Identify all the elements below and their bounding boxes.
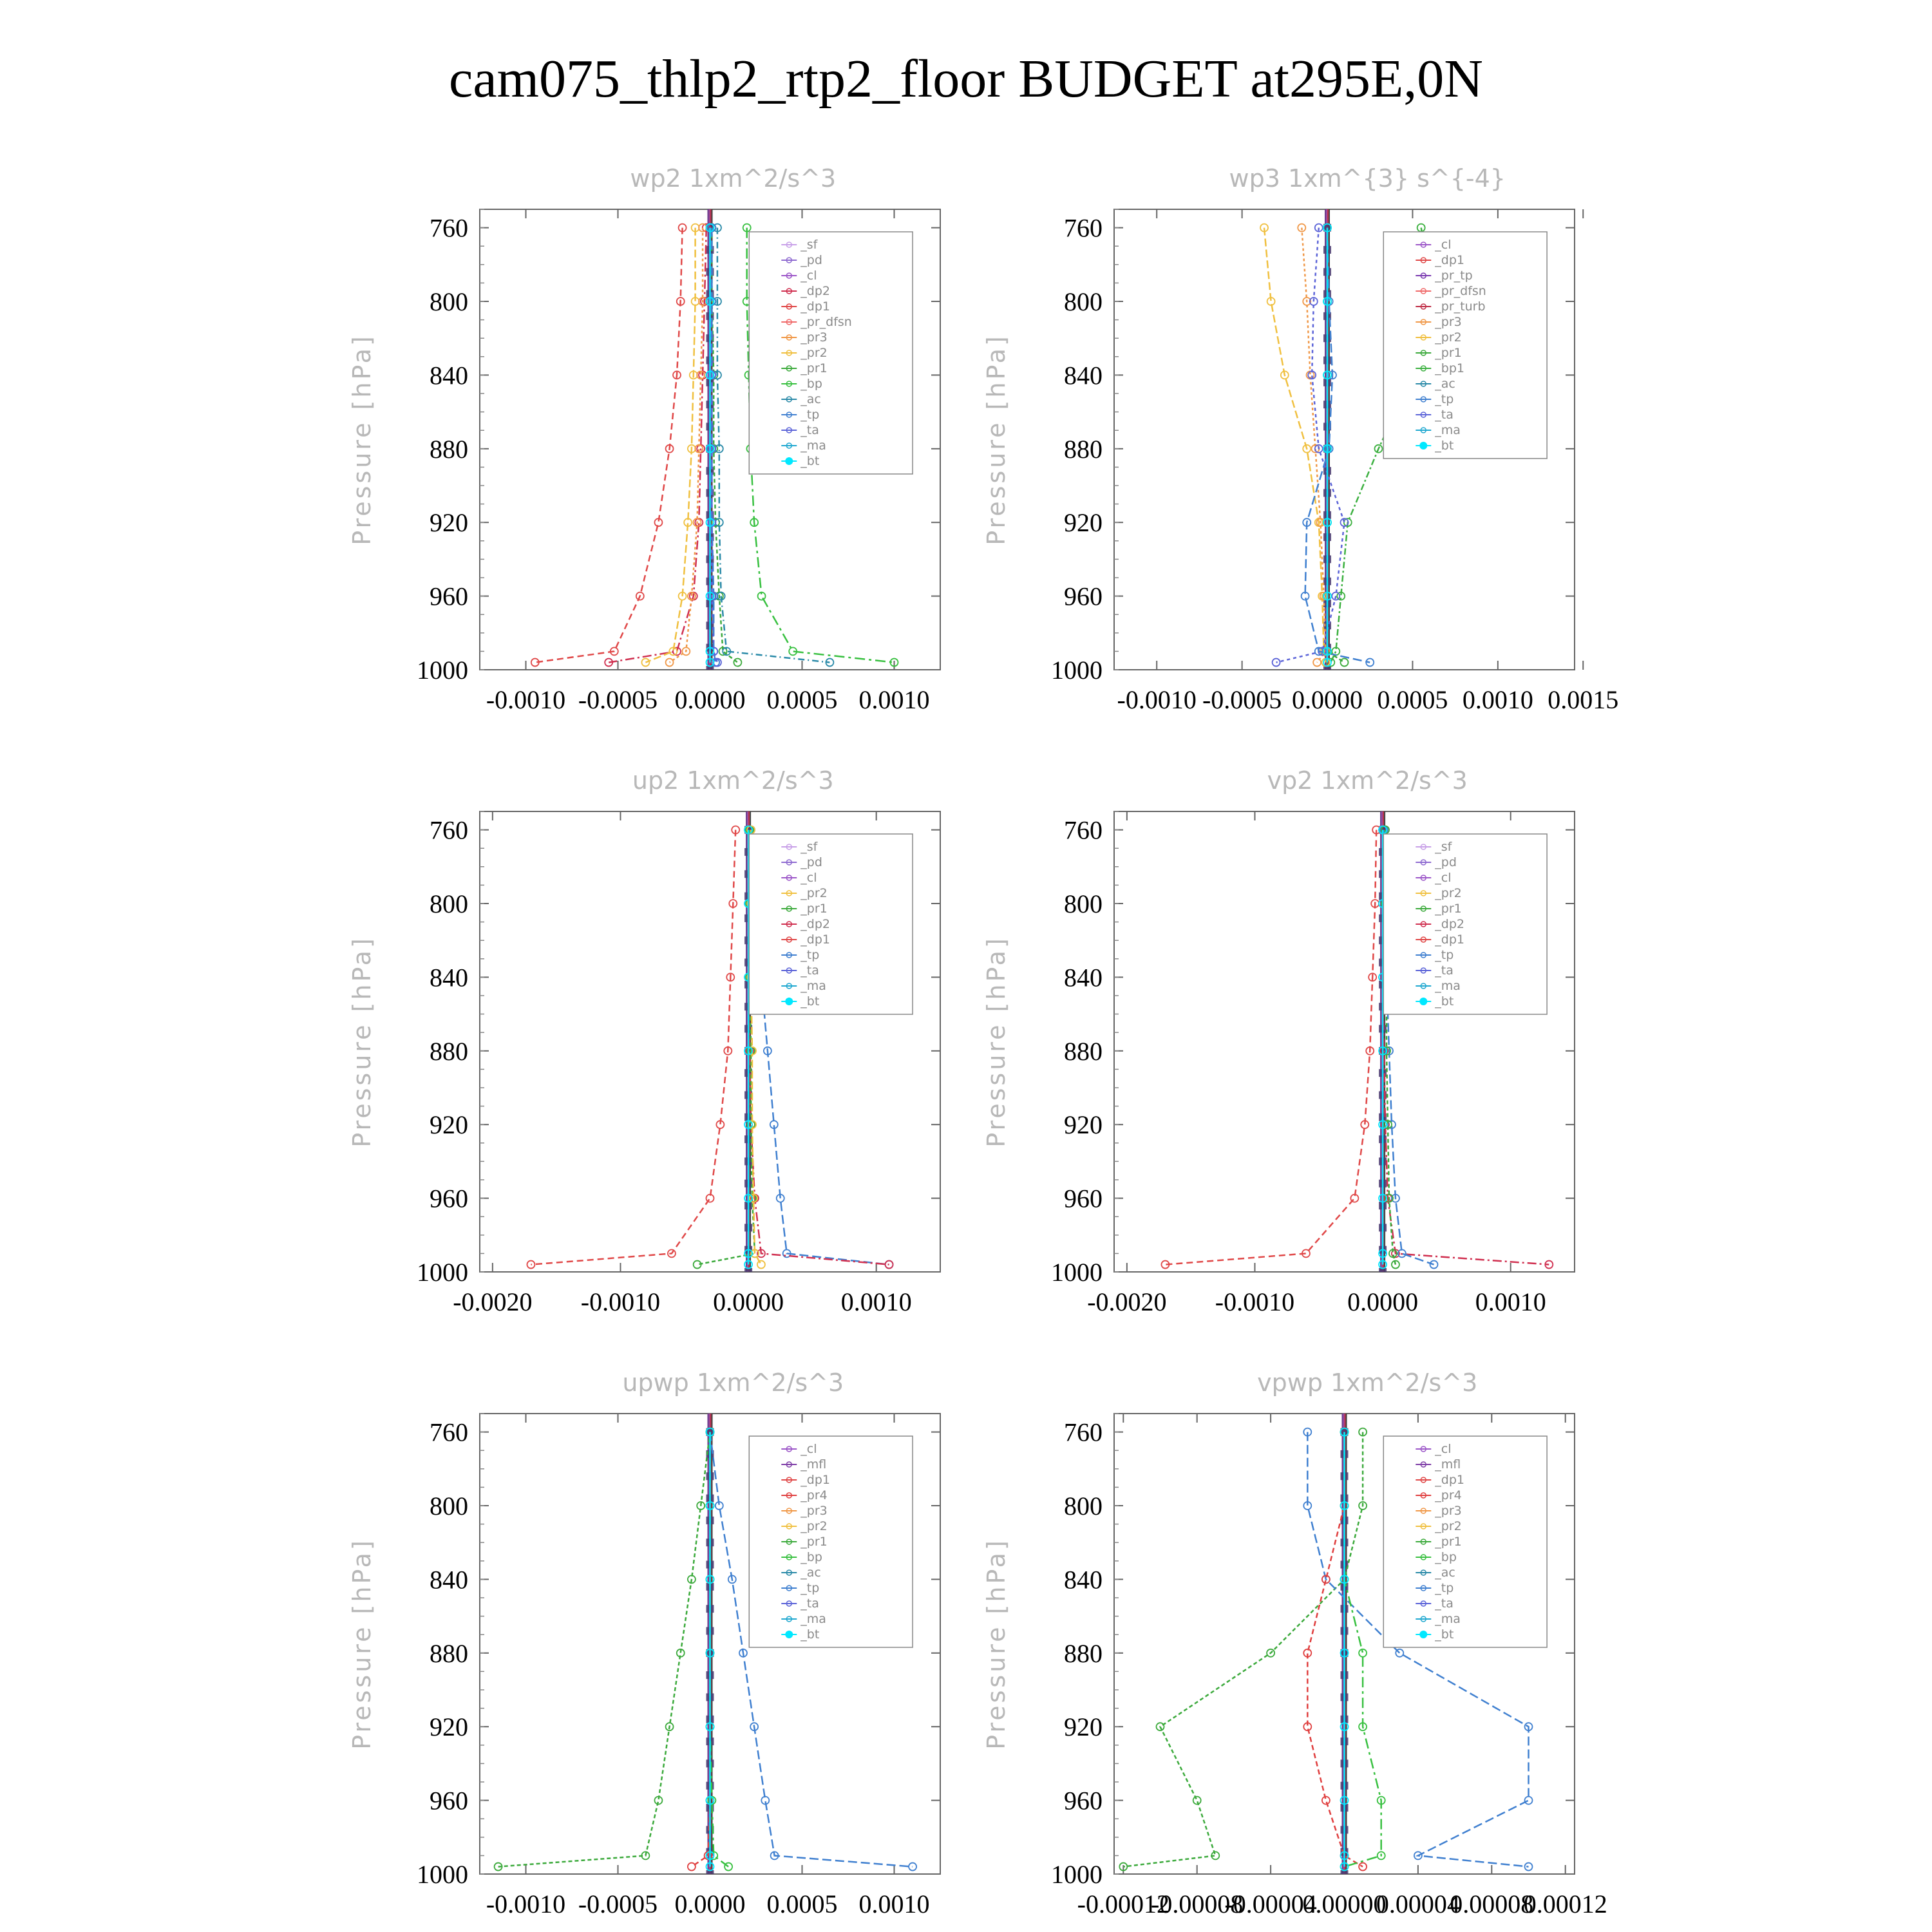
series-line-dp1 bbox=[531, 830, 735, 1265]
y-tick-label: 840 bbox=[1064, 361, 1103, 390]
legend-label: _bt bbox=[1435, 1627, 1454, 1642]
legend-label: _pr1 bbox=[1435, 902, 1462, 916]
legend-label: _pr3 bbox=[800, 330, 828, 345]
legend-label: _dp2 bbox=[800, 917, 830, 931]
x-tick-label: -0.00004 bbox=[1224, 1889, 1317, 1918]
figure-title: cam075_thlp2_rtp2_floor BUDGET at295E,0N bbox=[449, 49, 1483, 109]
y-tick-label: 960 bbox=[1064, 582, 1103, 611]
y-tick-label: 920 bbox=[1064, 508, 1103, 538]
legend-label: _pr_dfsn bbox=[800, 315, 852, 329]
y-axis-label: Pressure [hPa] bbox=[982, 936, 1010, 1148]
legend-marker bbox=[785, 457, 793, 465]
y-tick-label: 960 bbox=[430, 1786, 468, 1815]
x-tick-label: 0.0005 bbox=[766, 685, 838, 714]
legend-label: _tp bbox=[1435, 1581, 1454, 1595]
y-tick-label: 880 bbox=[430, 434, 468, 464]
panel-title: upwp 1xm^2/s^3 bbox=[622, 1368, 844, 1397]
legend-label: _ta bbox=[800, 1596, 819, 1611]
y-tick-label: 880 bbox=[430, 1036, 468, 1066]
zero-bundle-marker bbox=[706, 1870, 714, 1878]
y-axis-label: Pressure [hPa] bbox=[348, 334, 376, 545]
legend-marker bbox=[785, 998, 793, 1005]
legend-label: _bt bbox=[1435, 439, 1454, 453]
y-tick-label: 840 bbox=[430, 963, 468, 992]
y-tick-label: 880 bbox=[1064, 1638, 1103, 1668]
y-tick-label: 800 bbox=[1064, 1492, 1103, 1520]
y-tick-label: 800 bbox=[430, 889, 468, 918]
y-tick-label: 880 bbox=[1064, 434, 1103, 464]
y-tick-label: 800 bbox=[1064, 287, 1103, 316]
legend-label: _dp1 bbox=[800, 299, 830, 314]
legend-label: _ta bbox=[800, 423, 819, 437]
x-tick-label: 0.00004 bbox=[1376, 1889, 1460, 1918]
x-tick-label: 0.00000 bbox=[1302, 1889, 1387, 1918]
x-tick-label: -0.0010 bbox=[1117, 685, 1197, 714]
legend-box bbox=[749, 232, 913, 474]
legend-label: _ta bbox=[1435, 963, 1454, 978]
x-tick-label: -0.0005 bbox=[578, 1889, 658, 1918]
y-tick-label: 840 bbox=[430, 361, 468, 390]
legend-label: _ac bbox=[800, 1566, 821, 1580]
legend-label: _pr3 bbox=[1435, 315, 1462, 329]
y-tick-label: 920 bbox=[1064, 1110, 1103, 1140]
legend-label: _pr_dfsn bbox=[1435, 284, 1486, 298]
legend-label: _pr2 bbox=[1435, 886, 1462, 900]
panel-title: vpwp 1xm^2/s^3 bbox=[1257, 1368, 1478, 1397]
zero-bundle-marker bbox=[1341, 1870, 1349, 1878]
series-line-pr4 bbox=[1307, 1432, 1363, 1867]
y-tick-label: 1000 bbox=[417, 1860, 468, 1889]
x-tick-label: -0.0020 bbox=[1087, 1287, 1167, 1316]
legend-label: _bp bbox=[800, 377, 822, 391]
legend-label: _cl bbox=[800, 871, 817, 885]
x-tick-label: 0.0000 bbox=[1292, 685, 1363, 714]
x-tick-label: 0.0010 bbox=[858, 685, 930, 714]
y-tick-label: 1000 bbox=[1051, 656, 1103, 685]
y-tick-label: 920 bbox=[430, 1712, 468, 1742]
y-tick-label: 760 bbox=[1064, 213, 1103, 243]
panel-5 bbox=[348, 1368, 940, 1918]
legend-label: _ac bbox=[1435, 1566, 1455, 1580]
series-line-ta bbox=[1276, 228, 1345, 663]
x-tick-label: 0.0010 bbox=[1462, 685, 1533, 714]
x-tick-label: 0.00012 bbox=[1523, 1889, 1607, 1918]
legend-box bbox=[1383, 834, 1547, 1014]
legend-label: _pd bbox=[1435, 855, 1457, 869]
panel-title: vp2 1xm^2/s^3 bbox=[1267, 766, 1468, 795]
legend-label: _bt bbox=[1435, 994, 1454, 1009]
series-point-pr1 bbox=[1341, 659, 1349, 667]
legend-label: _pd bbox=[800, 855, 822, 869]
series-point-pr2 bbox=[757, 1261, 765, 1269]
x-tick-label: 0.0005 bbox=[1377, 685, 1448, 714]
legend-label: _cl bbox=[800, 269, 817, 283]
legend-label: _tp bbox=[1435, 392, 1454, 406]
legend-label: _cl bbox=[1435, 1442, 1452, 1456]
legend-label: _dp1 bbox=[800, 933, 830, 947]
y-tick-label: 960 bbox=[430, 582, 468, 611]
series-point-tp bbox=[1396, 1649, 1403, 1657]
series-line-dp1 bbox=[1165, 830, 1376, 1265]
legend-label: _ma bbox=[800, 439, 826, 453]
x-tick-label: 0.0000 bbox=[674, 685, 746, 714]
y-tick-label: 1000 bbox=[417, 656, 468, 685]
legend-label: _pr1 bbox=[800, 361, 828, 375]
panel-title: wp3 1xm^{3} s^{-4} bbox=[1229, 164, 1506, 193]
x-tick-label: 0.0010 bbox=[1475, 1287, 1546, 1316]
x-tick-label: -0.0010 bbox=[486, 1889, 566, 1918]
legend-label: _pr4 bbox=[1435, 1488, 1462, 1502]
y-tick-label: 1000 bbox=[1051, 1860, 1103, 1889]
y-tick-label: 800 bbox=[430, 1492, 468, 1520]
series-point-pr4 bbox=[688, 1863, 696, 1871]
legend-label: _ma bbox=[1435, 979, 1461, 993]
legend-label: _cl bbox=[1435, 871, 1452, 885]
legend-label: _tp bbox=[800, 408, 820, 422]
legend-label: _ma bbox=[1435, 1612, 1461, 1626]
legend-label: _dp1 bbox=[1435, 1473, 1464, 1487]
y-tick-label: 880 bbox=[1064, 1036, 1103, 1066]
legend-label: _sf bbox=[1435, 840, 1452, 854]
legend-label: _bp1 bbox=[1435, 361, 1464, 375]
legend-label: _dp1 bbox=[800, 1473, 830, 1487]
x-tick-label: -0.0020 bbox=[453, 1287, 533, 1316]
legend-label: _pr2 bbox=[1435, 330, 1462, 345]
y-tick-label: 760 bbox=[1064, 815, 1103, 845]
legend-label: _ma bbox=[800, 979, 826, 993]
legend-label: _mfl bbox=[800, 1457, 827, 1472]
legend-box bbox=[1383, 1436, 1547, 1647]
legend-label: _bt bbox=[800, 994, 820, 1009]
panel-title: up2 1xm^2/s^3 bbox=[632, 766, 834, 795]
x-tick-label: 0.0010 bbox=[840, 1287, 912, 1316]
legend-label: _pr2 bbox=[800, 346, 828, 360]
x-tick-label: -0.0010 bbox=[1215, 1287, 1295, 1316]
legend-label: _bt bbox=[800, 1627, 820, 1642]
y-tick-label: 960 bbox=[430, 1184, 468, 1213]
legend-label: _ta bbox=[800, 963, 819, 978]
y-tick-label: 760 bbox=[430, 213, 468, 243]
y-axis-label: Pressure [hPa] bbox=[348, 936, 376, 1148]
legend-label: _pr1 bbox=[800, 1535, 828, 1549]
y-axis-label: Pressure [hPa] bbox=[982, 1538, 1010, 1750]
legend-label: _pr4 bbox=[800, 1488, 828, 1502]
legend-label: _pr_turb bbox=[1435, 299, 1486, 314]
x-tick-label: -0.0010 bbox=[580, 1287, 661, 1316]
x-tick-label: -0.00012 bbox=[1077, 1889, 1170, 1918]
y-tick-label: 1000 bbox=[1051, 1258, 1103, 1287]
legend-label: _ac bbox=[1435, 377, 1455, 391]
legend-label: _pd bbox=[800, 253, 822, 267]
legend-label: _pr3 bbox=[1435, 1504, 1462, 1518]
legend-box bbox=[1383, 232, 1547, 459]
zero-bundle-marker bbox=[706, 666, 714, 674]
x-tick-label: 0.00008 bbox=[1450, 1889, 1534, 1918]
legend-label: _bt bbox=[800, 454, 820, 468]
series-point-ta bbox=[714, 659, 721, 667]
legend-label: _dp2 bbox=[800, 284, 830, 298]
legend-label: _cl bbox=[800, 1442, 817, 1456]
y-axis-label: Pressure [hPa] bbox=[348, 1538, 376, 1750]
y-tick-label: 760 bbox=[430, 815, 468, 845]
legend-label: _ta bbox=[1435, 408, 1454, 422]
legend-label: _cl bbox=[1435, 238, 1452, 252]
legend-label: _bp bbox=[1435, 1550, 1457, 1564]
x-tick-label: 0.0000 bbox=[1347, 1287, 1419, 1316]
legend-label: _tp bbox=[800, 1581, 820, 1595]
y-tick-label: 800 bbox=[1064, 889, 1103, 918]
y-tick-label: 760 bbox=[1064, 1417, 1103, 1447]
x-tick-label: -0.0005 bbox=[578, 685, 658, 714]
y-tick-label: 920 bbox=[430, 1110, 468, 1140]
panel-4 bbox=[982, 766, 1575, 1316]
legend-label: _dp2 bbox=[1435, 917, 1464, 931]
legend-label: _bp bbox=[800, 1550, 822, 1564]
legend-label: _dp1 bbox=[1435, 933, 1464, 947]
y-tick-label: 960 bbox=[1064, 1184, 1103, 1213]
y-tick-label: 960 bbox=[1064, 1786, 1103, 1815]
y-tick-label: 800 bbox=[430, 287, 468, 316]
y-tick-label: 920 bbox=[1064, 1712, 1103, 1742]
legend-label: _mfl bbox=[1435, 1457, 1461, 1472]
series-point-pr3 bbox=[1298, 224, 1305, 232]
x-tick-label: -0.0010 bbox=[486, 685, 566, 714]
legend-label: _tp bbox=[1435, 948, 1454, 962]
legend-marker bbox=[1419, 442, 1427, 450]
y-tick-label: 760 bbox=[430, 1417, 468, 1447]
series-point-tp bbox=[1430, 1261, 1438, 1269]
panel-2 bbox=[982, 164, 1618, 714]
panel-title: wp2 1xm^2/s^3 bbox=[630, 164, 837, 193]
x-tick-label: 0.0000 bbox=[713, 1287, 784, 1316]
legend-label: _dp1 bbox=[1435, 253, 1464, 267]
legend-label: _pr_tp bbox=[1435, 269, 1473, 283]
y-tick-label: 880 bbox=[430, 1638, 468, 1668]
legend-label: _pr1 bbox=[1435, 1535, 1462, 1549]
legend-marker bbox=[785, 1631, 793, 1638]
series-point-ta bbox=[1273, 659, 1280, 667]
x-tick-label: -0.0005 bbox=[1202, 685, 1282, 714]
x-tick-label: 0.0000 bbox=[674, 1889, 746, 1918]
series-point-pr1 bbox=[1193, 1797, 1201, 1804]
legend-label: _ma bbox=[800, 1612, 826, 1626]
y-tick-label: 920 bbox=[430, 508, 468, 538]
legend-label: _ac bbox=[800, 392, 821, 406]
y-axis-label: Pressure [hPa] bbox=[982, 334, 1010, 545]
x-tick-label: 0.0005 bbox=[766, 1889, 838, 1918]
legend-label: _pr2 bbox=[800, 1519, 828, 1533]
panel-3 bbox=[348, 766, 940, 1316]
legend-marker bbox=[1419, 998, 1427, 1005]
legend-label: _pr2 bbox=[1435, 1519, 1462, 1533]
series-point-tp bbox=[1525, 1797, 1533, 1804]
legend-box bbox=[749, 834, 913, 1014]
series-line-pr1 bbox=[1123, 1432, 1363, 1867]
legend-label: _pr3 bbox=[800, 1504, 828, 1518]
legend-label: _sf bbox=[800, 840, 818, 854]
zero-bundle-marker bbox=[744, 1268, 752, 1276]
x-tick-label: 0.0010 bbox=[858, 1889, 930, 1918]
x-tick-label: 0.0015 bbox=[1548, 685, 1619, 714]
legend-label: _pr2 bbox=[800, 886, 828, 900]
series-point-pr1 bbox=[734, 659, 741, 667]
y-tick-label: 840 bbox=[1064, 1565, 1103, 1595]
series-line-dp1 bbox=[535, 228, 683, 663]
y-tick-label: 840 bbox=[1064, 963, 1103, 992]
legend-label: _pr1 bbox=[800, 902, 828, 916]
zero-bundle-marker bbox=[1323, 666, 1331, 674]
panel-1 bbox=[348, 164, 940, 714]
y-tick-label: 840 bbox=[430, 1565, 468, 1595]
legend-label: _pr1 bbox=[1435, 346, 1462, 360]
legend-label: _ta bbox=[1435, 1596, 1454, 1611]
x-tick-label: -0.00008 bbox=[1151, 1889, 1244, 1918]
y-tick-label: 1000 bbox=[417, 1258, 468, 1287]
legend-label: _tp bbox=[800, 948, 820, 962]
legend-label: _ma bbox=[1435, 423, 1461, 437]
panel-6 bbox=[982, 1368, 1607, 1918]
legend-box bbox=[749, 1436, 913, 1647]
legend-label: _sf bbox=[800, 238, 818, 252]
zero-bundle-marker bbox=[1379, 1268, 1387, 1276]
legend-marker bbox=[1419, 1631, 1427, 1638]
